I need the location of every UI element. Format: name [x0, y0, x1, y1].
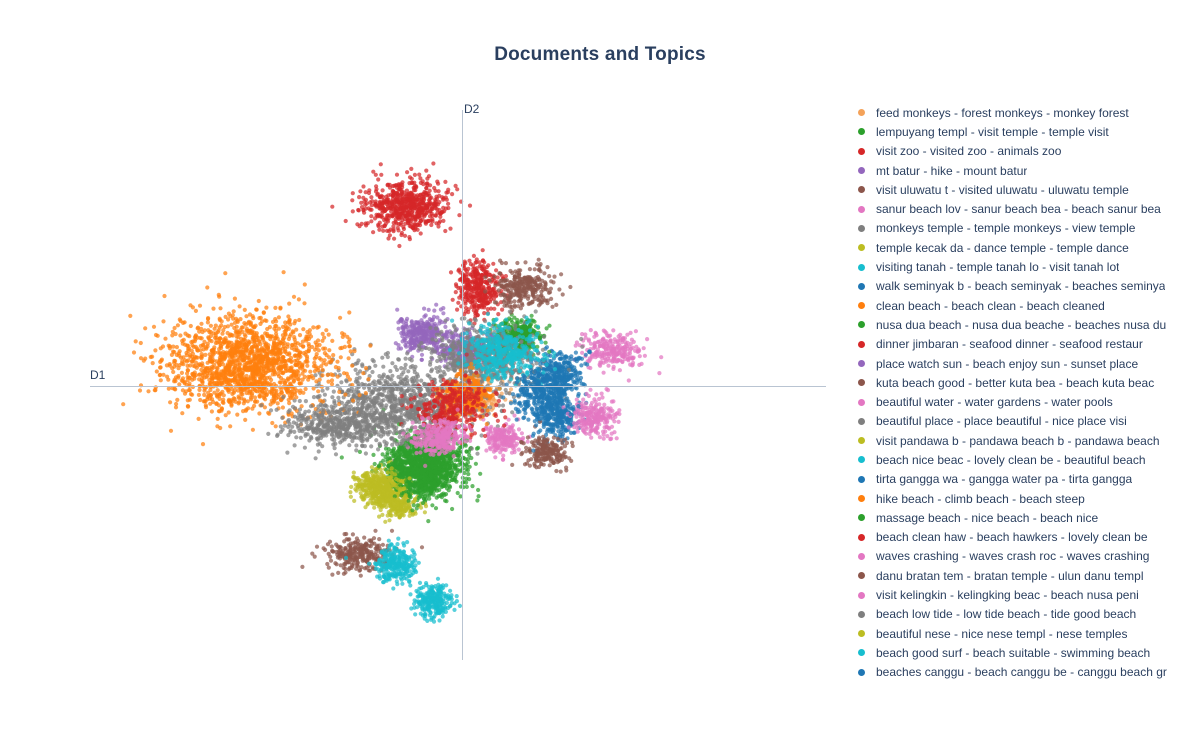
legend-item[interactable]: [852, 180, 1196, 199]
legend-item[interactable]: [852, 412, 1196, 431]
axis-label-d2: D2: [464, 102, 480, 116]
legend-item-label: visiting tanah - temple tanah lo - visit tanah lot: [876, 260, 1120, 275]
legend-item-label: visit uluwatu t - visited uluwatu - uluwatu temple: [876, 182, 1129, 197]
legend-item[interactable]: [852, 643, 1196, 662]
legend[interactable]: [852, 103, 1196, 682]
legend-item-label: mt batur - hike - mount batur: [876, 163, 1028, 178]
legend-swatch-dot-icon: [858, 167, 865, 174]
legend-item-label: beach low tide - low tide beach - tide good beach: [876, 607, 1137, 622]
legend-swatch-dot-icon: [858, 244, 865, 251]
legend-swatch-dot-icon: [858, 186, 865, 193]
legend-item[interactable]: [852, 605, 1196, 624]
legend-swatch-dot-icon: [858, 206, 865, 213]
legend-item-label: beaches canggu - beach canggu be - canggu beach gr: [876, 665, 1167, 680]
legend-swatch-dot-icon: [858, 630, 865, 637]
legend-swatch-dot-icon: [858, 534, 865, 541]
legend-item-label: clean beach - beach clean - beach cleaned: [876, 298, 1105, 313]
vertical-axis-line: [462, 110, 463, 660]
legend-swatch-dot-icon: [858, 418, 865, 425]
legend-item[interactable]: [852, 450, 1196, 469]
legend-item-label: beautiful place - place beautiful - nice place visi: [876, 414, 1127, 429]
legend-swatch-dot-icon: [858, 592, 865, 599]
legend-swatch-dot-icon: [858, 669, 865, 676]
legend-item[interactable]: [852, 315, 1196, 334]
legend-swatch-dot-icon: [858, 456, 865, 463]
legend-item[interactable]: [852, 470, 1196, 489]
scatter-series: [408, 577, 462, 624]
legend-swatch-dot-icon: [858, 283, 865, 290]
legend-swatch-dot-icon: [858, 264, 865, 271]
legend-swatch-dot-icon: [858, 495, 865, 502]
legend-item-label: visit kelingkin - kelingking beac - beach nusa peni: [876, 588, 1139, 603]
legend-item[interactable]: [852, 161, 1196, 180]
legend-item-label: beautiful water - water gardens - water pools: [876, 395, 1113, 410]
legend-item[interactable]: [852, 373, 1196, 392]
legend-item[interactable]: [852, 238, 1196, 257]
legend-item[interactable]: [852, 489, 1196, 508]
scatter-series: [330, 161, 472, 248]
chart-title: Documents and Topics: [494, 44, 706, 65]
legend-swatch-dot-icon: [858, 572, 865, 579]
legend-item[interactable]: [852, 566, 1196, 585]
legend-item-label: beautiful nese - nice nese templ - nese temples: [876, 626, 1128, 641]
legend-item[interactable]: [852, 392, 1196, 411]
legend-swatch-dot-icon: [858, 553, 865, 560]
legend-item-label: walk seminyak b - beach seminyak - beaches seminya: [876, 279, 1166, 294]
legend-item[interactable]: [852, 296, 1196, 315]
legend-item[interactable]: [852, 547, 1196, 566]
legend-item[interactable]: [852, 624, 1196, 643]
legend-swatch-dot-icon: [858, 225, 865, 232]
legend-item-label: monkeys temple - temple monkeys - view temple: [876, 221, 1136, 236]
legend-item-label: beach good surf - beach suitable - swimming beach: [876, 645, 1151, 660]
legend-item[interactable]: [852, 528, 1196, 547]
legend-item-label: visit zoo - visited zoo - animals zoo: [876, 144, 1062, 159]
legend-item-label: dinner jimbaran - seafood dinner - seafood restaur: [876, 337, 1143, 352]
legend-swatch-dot-icon: [858, 128, 865, 135]
legend-swatch-dot-icon: [858, 379, 865, 386]
legend-item-label: lempuyang templ - visit temple - temple visit: [876, 124, 1109, 139]
legend-swatch-dot-icon: [858, 341, 865, 348]
legend-swatch-dot-icon: [858, 148, 865, 155]
legend-swatch-dot-icon: [858, 321, 865, 328]
legend-swatch-dot-icon: [858, 302, 865, 309]
legend-item-label: sanur beach lov - sanur beach bea - beach sanur bea: [876, 202, 1161, 217]
legend-item-label: temple kecak da - dance temple - temple dance: [876, 240, 1129, 255]
legend-item-label: massage beach - nice beach - beach nice: [876, 510, 1099, 525]
scatter-points-layer: [90, 100, 826, 660]
legend-item[interactable]: [852, 199, 1196, 218]
legend-item-label: danu bratan tem - bratan temple - ulun danu templ: [876, 568, 1144, 583]
legend-item-label: nusa dua beach - nusa dua beache - beaches nusa du: [876, 317, 1167, 332]
legend-item-label: feed monkeys - forest monkeys - monkey forest: [876, 105, 1129, 120]
scatter-series: [483, 258, 572, 315]
legend-item[interactable]: [852, 103, 1196, 122]
legend-item-label: hike beach - climb beach - beach steep: [876, 491, 1085, 506]
legend-swatch-dot-icon: [858, 514, 865, 521]
legend-item[interactable]: [852, 431, 1196, 450]
legend-item[interactable]: [852, 663, 1196, 682]
legend-swatch-dot-icon: [858, 360, 865, 367]
legend-item[interactable]: [852, 142, 1196, 161]
legend-item[interactable]: [852, 257, 1196, 276]
legend-item[interactable]: [852, 585, 1196, 604]
legend-item[interactable]: [852, 219, 1196, 238]
legend-swatch-dot-icon: [858, 611, 865, 618]
legend-item-label: beach nice beac - lovely clean be - beautiful beach: [876, 452, 1146, 467]
legend-swatch-dot-icon: [858, 399, 865, 406]
legend-item[interactable]: [852, 508, 1196, 527]
scatter-series: [481, 413, 532, 461]
axis-label-d1: D1: [90, 368, 106, 382]
legend-swatch-dot-icon: [858, 649, 865, 656]
legend-item-label: place watch sun - beach enjoy sun - sunset place: [876, 356, 1139, 371]
legend-item-label: tirta gangga wa - gangga water pa - tirta gangga: [876, 472, 1133, 487]
legend-item[interactable]: [852, 122, 1196, 141]
legend-swatch-dot-icon: [858, 476, 865, 483]
legend-swatch-dot-icon: [858, 437, 865, 444]
legend-item-label: kuta beach good - better kuta bea - beach kuta beac: [876, 375, 1155, 390]
legend-item-label: visit pandawa b - pandawa beach b - pandawa beach: [876, 433, 1160, 448]
horizontal-axis-line: [90, 386, 826, 387]
legend-item[interactable]: [852, 277, 1196, 296]
legend-item[interactable]: [852, 354, 1196, 373]
legend-item-label: waves crashing - waves crash roc - waves crashing: [876, 549, 1150, 564]
legend-swatch-dot-icon: [858, 109, 865, 116]
legend-item-label: beach clean haw - beach hawkers - lovely clean be: [876, 530, 1148, 545]
legend-item[interactable]: [852, 335, 1196, 354]
scatter-plot-area[interactable]: [90, 100, 826, 660]
